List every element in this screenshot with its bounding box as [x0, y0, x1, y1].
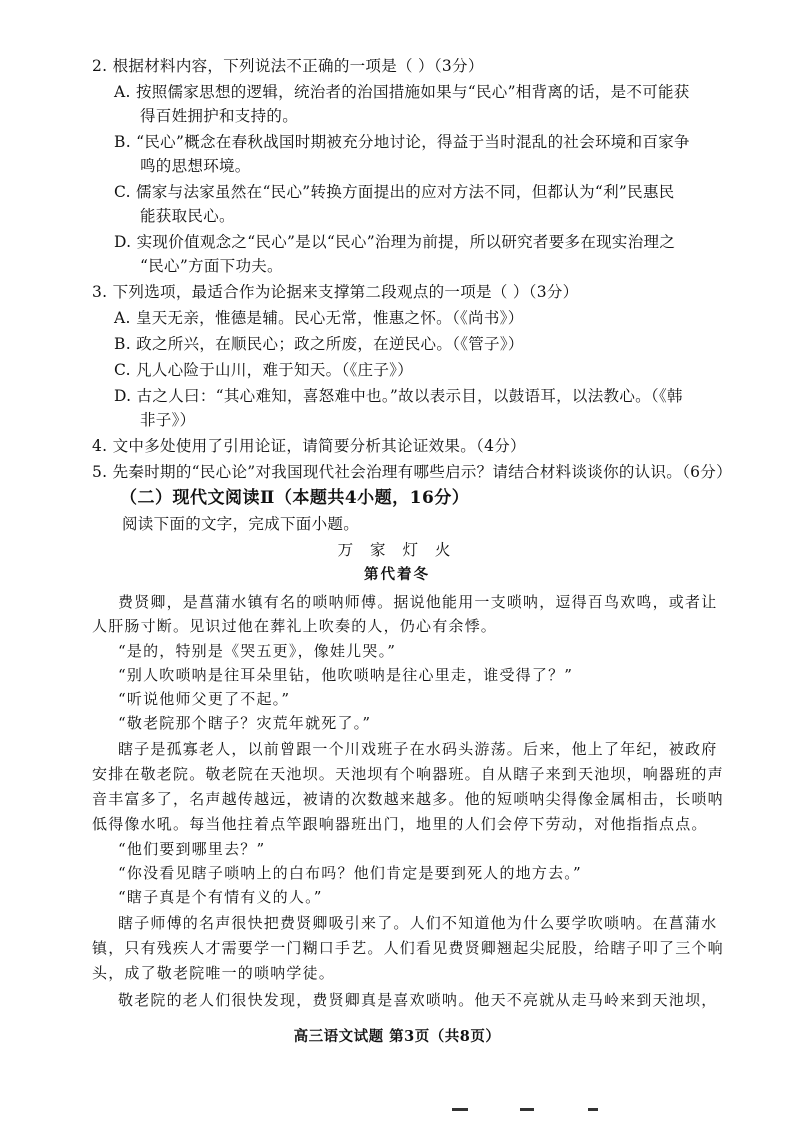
story-line: “是的，特别是《哭五更》，像娃儿哭。”	[118, 642, 397, 660]
question-5: 5. 先秦时期的“民心论”对我国现代社会治理有哪些启示？请结合材料谈谈你的认识。（6分）	[92, 463, 732, 481]
q3-option-c: C. 凡人心险于山川，难于知天。（《庄子》）	[114, 361, 414, 379]
story-line: “你没看见瞎子唢呐上的白布吗？他们肯定是要到死人的地方去。”	[118, 864, 582, 882]
story-line: “敬老院那个瞎子？灾荒年就死了。”	[118, 714, 372, 732]
q2-option-d-cont: “民心”方面下功夫。	[140, 257, 283, 275]
q2-option-c-cont: 能获取民心。	[140, 207, 235, 225]
story-line: 人肝肠寸断。见识过他在葬礼上吹奏的人，仍心有余悸。	[92, 617, 498, 635]
story-line: “听说他师父更了不起。”	[118, 690, 291, 708]
section-heading: （二）现代文阅读Ⅱ（本题共4小题，16分）	[120, 488, 470, 508]
q2-option-b-cont: 鸣的思想环境。	[140, 157, 251, 175]
story-line: 敬老院的老人们很快发现，费贤卿真是喜欢唢呐。他天不亮就从走马岭来到天池坝，	[118, 991, 718, 1009]
q3-option-d-cont: 非子》）	[140, 411, 196, 429]
q2-option-a: A. 按照儒家思想的逻辑，统治者的治国措施如果与“民心”相背离的话，是不可能获	[114, 83, 690, 101]
q3-option-d: D. 古之人曰：“其心难知，喜怒难中也。”故以表示目，以鼓语耳，以法教心。（《韩	[114, 387, 683, 405]
story-line: “他们要到哪里去？”	[118, 840, 266, 858]
q2-option-d: D. 实现价值观念之“民心”是以“民心”治理为前提，所以研究者要多在现实治理之	[114, 233, 676, 251]
story-line: 瞎子师傅的名声很快把费贤卿吸引来了。人们不知道他为什么要学吹唢呐。在菖蒲水	[118, 914, 718, 932]
q2-option-c: C. 儒家与法家虽然在“民心”转换方面提出的应对方法不同，但都认为“利”民惠民	[114, 183, 675, 201]
story-line: 低得像水吼。每当他拄着点竿跟响器班出门，地里的人们会停下劳动，对他指指点点。	[92, 815, 708, 833]
section-instruction: 阅读下面的文字，完成下面小题。	[122, 515, 360, 533]
scan-mark	[588, 1108, 598, 1111]
story-line: 镇，只有残疾人才需要学一门糊口手艺。人们看见费贤卿翘起尖屁股，给瞎子叩了三个响	[92, 939, 724, 957]
story-line: “瞎子真是个有情有义的人。”	[118, 888, 323, 906]
question-3-stem: 3. 下列选项，最适合作为论据来支撑第二段观点的一项是（ ）（3分）	[92, 283, 579, 301]
q2-option-b: B. “民心”概念在春秋战国时期被充分地讨论，得益于当时混乱的社会环境和百家争	[114, 133, 690, 151]
scan-mark	[520, 1108, 534, 1111]
story-line: “别人吹唢呐是往耳朵里钻，他吹唢呐是往心里走，谁受得了？”	[118, 666, 574, 684]
question-4: 4. 文中多处使用了引用论证，请简要分析其论证效果。（4分）	[92, 437, 526, 455]
story-title: 万 家 灯 火	[337, 541, 457, 559]
story-line: 费贤卿，是菖蒲水镇有名的唢呐师傅。据说他能用一支唢呐，逗得百鸟欢鸣，或者让	[118, 593, 718, 611]
q2-option-a-cont: 得百姓拥护和支持的。	[140, 107, 299, 125]
question-2-stem: 2. 根据材料内容，下列说法不正确的一项是（ ）（3分）	[92, 57, 484, 75]
story-author: 第代着冬	[364, 566, 430, 583]
story-line: 头，成了敬老院唯一的唢呐学徒。	[92, 964, 336, 982]
q3-option-a: A. 皇天无亲，惟德是辅。民心无常，惟惠之怀。（《尚书》）	[114, 309, 524, 327]
story-line: 音丰富多了，名声越传越远，被请的次数越来越多。他的短唢呐尖得像金属相击，长唢呐	[92, 790, 724, 808]
scan-mark	[452, 1108, 468, 1111]
story-line: 安排在敬老院。敬老院在天池坝。天池坝有个响器班。自从瞎子来到天池坝，响器班的声	[92, 765, 724, 783]
page-footer: 高三语文试题 第3页（共8页）	[293, 1028, 501, 1045]
q3-option-b: B. 政之所兴，在顺民心；政之所废，在逆民心。（《管子》）	[114, 335, 524, 353]
story-line: 瞎子是孤寡老人，以前曾跟一个川戏班子在水码头游荡。后来，他上了年纪，被政府	[118, 740, 718, 758]
